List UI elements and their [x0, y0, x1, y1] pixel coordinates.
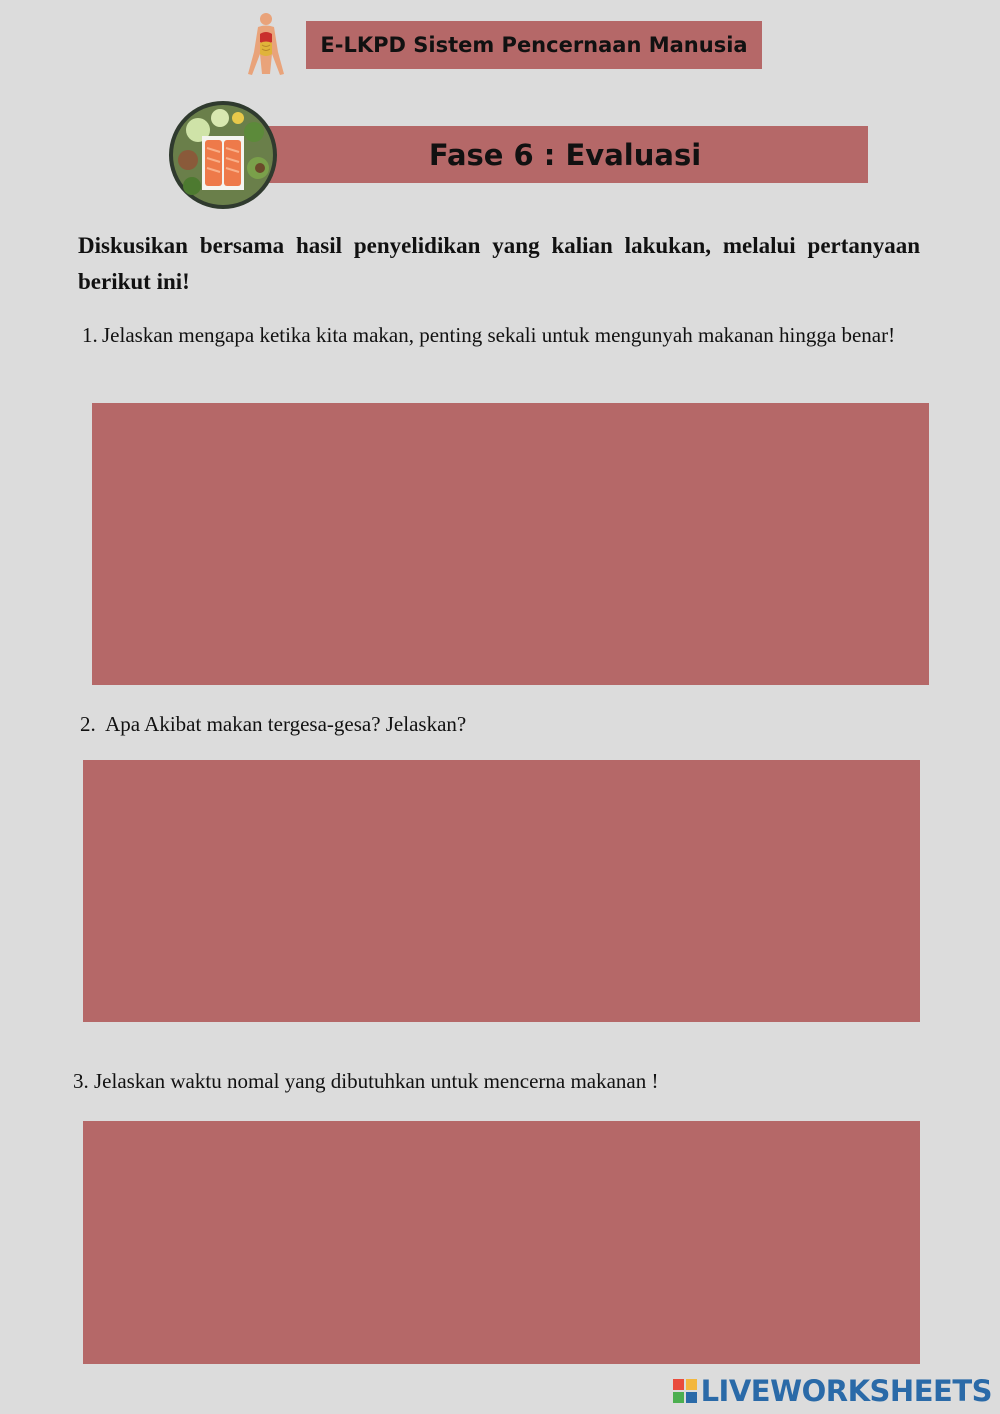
- answer-box-3[interactable]: [83, 1121, 920, 1364]
- liveworksheets-logo-icon: [673, 1379, 697, 1403]
- worksheet-title-banner: [306, 21, 762, 69]
- question-2-number: 2.: [80, 712, 96, 736]
- intro-instruction: Diskusikan bersama hasil penyelidikan yang kalian lakukan, melalui pertanyaan berikut ini!: [78, 233, 920, 294]
- answer-box-2[interactable]: [83, 760, 920, 1022]
- healthy-food-plate-image: [168, 100, 278, 210]
- digestive-system-icon: [236, 12, 296, 78]
- question-1: [82, 318, 938, 352]
- liveworksheets-branding[interactable]: [673, 1374, 992, 1408]
- answer-box-1[interactable]: [92, 403, 929, 685]
- question-1-number: 1.: [82, 323, 98, 347]
- phase-title: Fase 6 : Evaluasi: [428, 137, 702, 172]
- worksheet-title: E-LKPD Sistem Pencernaan Manusia: [320, 33, 748, 57]
- question-2-text: Apa Akibat makan tergesa-gesa? Jelaskan?: [105, 712, 467, 736]
- question-1-text: Jelaskan mengapa ketika kita makan, penting sekali untuk mengunyah makanan hingga benar!: [102, 323, 896, 347]
- question-2: [80, 707, 466, 741]
- question-3: [73, 1064, 659, 1098]
- liveworksheets-wordmark: LIVEWORKSHEETS: [700, 1374, 992, 1408]
- phase-banner: [262, 126, 868, 183]
- question-3-number: 3.: [73, 1069, 89, 1093]
- question-3-text: Jelaskan waktu nomal yang dibutuhkan untuk mencerna makanan !: [94, 1069, 659, 1093]
